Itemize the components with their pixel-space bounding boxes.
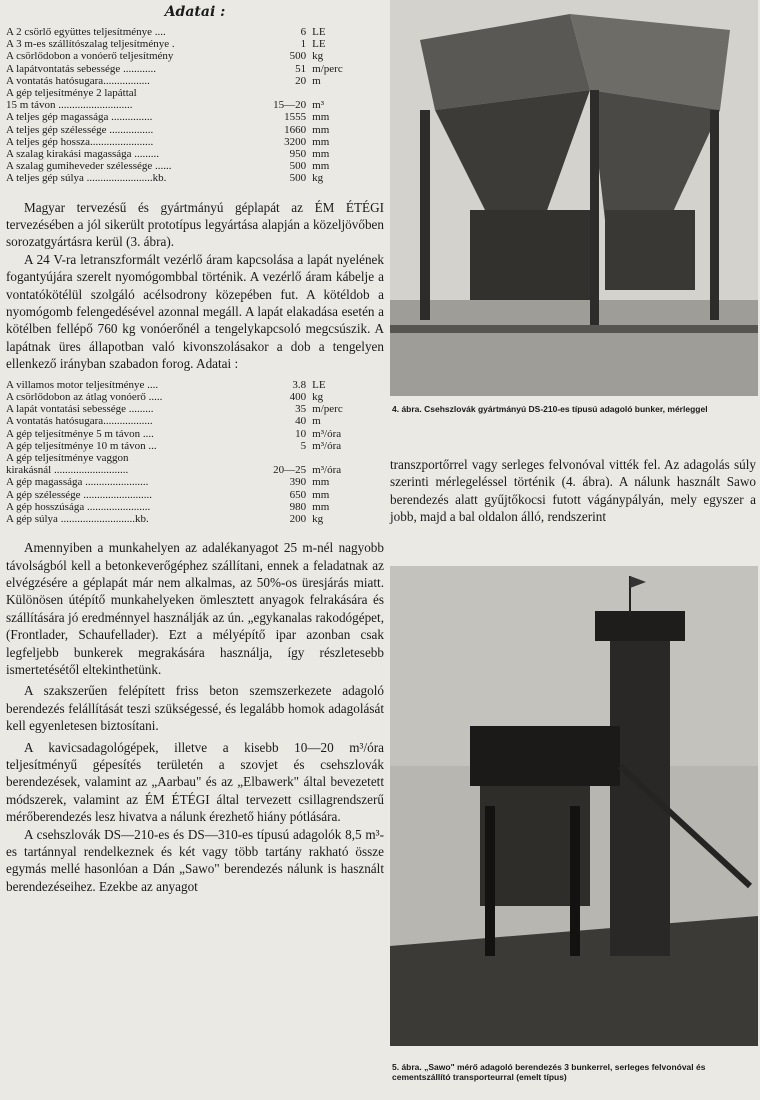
spec-table-1 — [6, 26, 384, 185]
spec2-label: kirakásnál ........................... — [6, 464, 129, 477]
spec1-unit: mm — [312, 123, 330, 136]
sawo-photo-graphic — [390, 566, 758, 1046]
spec1-unit: mm — [312, 135, 330, 148]
spec1-value — [248, 87, 312, 99]
spec2-label: A csörlődobon az átlag vonóerő ..... — [6, 390, 163, 403]
spec2-row — [6, 391, 384, 403]
spec2-unit: m/perc — [312, 403, 343, 416]
spec2-row — [6, 379, 384, 391]
paragraph-transport: transzportőrrel vagy serleges felvonóval vitték fel. Az adagolás súly szerinti mérlegeléssel történik (4. ábra). A nálunk használt Sawo berendezés alatt gyűjtőkocsi futott vágánypályán, mely egyszer a jobb, majd a bal oldalon álló, rendszerint — [390, 457, 756, 525]
spec2-row — [6, 464, 384, 476]
spec1-row — [6, 75, 384, 87]
spec1-label: A 3 m-es szállítószalag teljesítménye . — [6, 38, 175, 51]
spec1-unit: kg — [312, 50, 324, 63]
spec1-label: 15 m távon ........................... — [6, 99, 133, 112]
left-column — [6, 0, 384, 895]
spec2-unit: m³/óra — [312, 439, 342, 452]
spec1-value: 51 — [295, 62, 307, 75]
spec1-value: 1 — [300, 38, 307, 51]
spec2-unit — [312, 452, 384, 464]
spec1-unit: m/perc — [312, 62, 343, 75]
spec1-value: 6 — [300, 26, 307, 38]
spec1-unit: LE — [312, 26, 326, 38]
spec1-label: A teljes gép hossza....................... — [6, 135, 154, 148]
spec2-unit: kg — [312, 390, 324, 403]
spec2-unit: LE — [312, 378, 326, 391]
spec-heading: Adatai : — [164, 4, 226, 20]
spec2-row — [6, 501, 384, 513]
spec2-unit: kg — [312, 512, 324, 525]
spec2-row — [6, 489, 384, 501]
spec2-label: A gép magassága ....................... — [6, 476, 149, 489]
spec1-value: 500 — [289, 50, 307, 63]
spec1-row — [6, 172, 384, 184]
spec2-label: A gép súlya ...........................kb. — [6, 512, 149, 525]
spec2-value: 390 — [289, 476, 307, 489]
spec2-label: A lapát vontatási sebessége ......... — [6, 403, 154, 416]
spec2-label: A gép teljesítménye vaggon — [6, 451, 129, 464]
figure-5-caption: 5. ábra. „Sawo" mérő adagoló berendezés 3 bunkerrel, serleges felvonóval és cementszállító transporteurral (emelt típus) — [392, 1062, 706, 1082]
spec2-row — [6, 513, 384, 525]
paragraph-ds-types: A csehszlovák DS—210-es és DS—310-es típusú adagolók 8,5 m³-es tartánnyal rendelkeznek és két vagy több tartány rakható össze egymás mellé hasonlóan a Dán „Sawo" berendezés nálunk is használt berendezéseihez. Ezekbe az anyagot — [6, 826, 384, 894]
right-column-text — [390, 456, 756, 526]
spec2-value: 5 — [300, 439, 307, 452]
spec1-row — [6, 99, 384, 111]
spec1-value: 500 — [289, 160, 307, 173]
spec2-value: 20—25 — [273, 464, 307, 477]
spec1-unit: LE — [312, 38, 326, 51]
spec2-value: 10 — [295, 427, 307, 440]
spec1-unit: mm — [312, 111, 330, 124]
spec1-row — [6, 136, 384, 148]
spec1-label: A csörlődobon a vonóerő teljesítmény — [6, 50, 174, 63]
figure-4-bunker-photo — [390, 0, 758, 396]
spec1-label: A vontatás hatósugara................. — [6, 74, 150, 87]
spec2-unit: m³/óra — [312, 464, 342, 477]
spec1-value: 20 — [295, 74, 307, 87]
figure-5-sawo-photo — [390, 566, 758, 1046]
spec2-unit: m — [312, 415, 321, 428]
spec2-label: A gép teljesítménye 5 m távon .... — [6, 427, 154, 440]
spec2-value: 200 — [289, 512, 307, 525]
spec1-value: 1555 — [284, 111, 307, 124]
paragraph-gravel-dosers: A kavicsadagológépek, illetve a kisebb 10—20 m³/óra teljesítményű gépesítés területén a szovjet és csehszlovák berendezések, valamint az „Aarbau" és az „Elbawerk" által bevezetett módszerek, valamint az ÉM ÉTÉGI által tervezett csillagrendszerű mérőberendezés lesz hivatva a nálunk érezhető hiány pótlására. — [6, 739, 384, 825]
spec-table-2 — [6, 379, 384, 525]
spec1-row — [6, 26, 384, 38]
spec2-label: A gép hosszúsága ....................... — [6, 500, 151, 513]
spec2-row — [6, 440, 384, 452]
spec1-label: A szalag kirakási magassága ......... — [6, 148, 160, 161]
spec2-value: 40 — [295, 415, 307, 428]
spec2-unit: mm — [312, 488, 330, 501]
spec2-row — [6, 428, 384, 440]
spec2-row — [6, 452, 384, 464]
spec1-value: 950 — [289, 148, 307, 161]
spec1-row — [6, 38, 384, 50]
spec1-value: 15—20 — [273, 99, 307, 112]
spec1-unit: kg — [312, 172, 324, 185]
paragraph-dosing: A szakszerűen felépített friss beton szemszerkezete adagoló berendezés felállítását teszi szükségessé, és legalább homok adagolását kell egyenletesen biztosítani. — [6, 683, 384, 734]
spec1-unit: m — [312, 74, 321, 87]
spec1-label: A teljes gép szélessége ................ — [6, 123, 154, 136]
spec2-value: 400 — [289, 390, 307, 403]
spec2-row — [6, 415, 384, 427]
spec1-row — [6, 50, 384, 62]
spec1-label: A teljes gép magassága ............... — [6, 111, 153, 124]
spec2-label: A gép teljesítménye 10 m távon ... — [6, 439, 157, 452]
spec1-row — [6, 87, 384, 99]
spec1-row — [6, 124, 384, 136]
spec1-label: A teljes gép súlya ........................kb. — [6, 172, 167, 185]
spec1-label: A 2 csörlő együttes teljesítménye .... — [6, 26, 166, 38]
paragraph-control-current: A 24 V-ra letranszformált vezérlő áram kapcsolása a lapát nyelének fogantyújára szerelt nyomógombbal történik. A vezérlő áram kábelje a vontatókötélül szolgáló acélsodrony közepében fut. A kötéldob a nyomógomb felengedésével azonnal megáll. A lapát elakadása esetén a kötélben fellépő 760 kg vonóerőnél a tengelykapcsoló megcsúszik. A lapátnak üres állapotban való kivonszolásakor a dob a tengelyen ellenkező irányban szabadon forog. Adatai : — [6, 251, 384, 372]
figure-4-caption: 4. ábra. Csehszlovák gyártmányú DS-210-es típusú adagoló bunker, mérleggel — [392, 404, 708, 414]
spec1-row — [6, 63, 384, 75]
spec2-label: A gép szélessége ......................... — [6, 488, 153, 501]
spec2-unit: mm — [312, 476, 330, 489]
spec1-value: 3200 — [284, 135, 307, 148]
bunker-photo-graphic — [390, 0, 758, 396]
spec1-row — [6, 160, 384, 172]
spec1-label: A gép teljesítménye 2 lapáttal — [6, 87, 137, 100]
spec1-unit: mm — [312, 148, 330, 161]
paragraph-loader: Amennyiben a munkahelyen az adalékanyagot 25 m-nél nagyobb távolságból kell a betonkeverőgéphez szállítani, ennek a feladatnak az elvégzésére a géplapát már nem alkalmas, az 50%-os üresjárás miatt. Különösen útépítő munkahelyeken ömlesztett anyagok felrakására és szállítására jó eredménnyel használják az ún. „egykanalas rakodógépet, (Frontlader, Schaufellader). Ezt a mélyépítő ipar azonban csak legfeljebb bunkerek megrakására használja, így részletesebb ismertetésétől eltekinthetünk. — [6, 540, 384, 677]
spec2-row — [6, 476, 384, 488]
spec1-unit: mm — [312, 160, 330, 173]
spec2-row — [6, 403, 384, 415]
spec1-value: 500 — [289, 172, 307, 185]
spec2-label: A vontatás hatósugara.................. — [6, 415, 153, 428]
spec1-unit — [312, 87, 384, 99]
spec2-unit: m³/óra — [312, 427, 342, 440]
spec2-value: 3.8 — [292, 378, 307, 391]
spec2-value: 980 — [289, 500, 307, 513]
spec2-value: 650 — [289, 488, 307, 501]
spec2-unit: mm — [312, 500, 330, 513]
spec1-row — [6, 148, 384, 160]
spec2-label: A villamos motor teljesítménye .... — [6, 378, 159, 391]
spec1-unit: m³ — [312, 99, 325, 112]
spec2-value — [248, 452, 312, 464]
paragraph-prototype: Magyar tervezésű és gyártmányú géplapát az ÉM ÉTÉGI tervezésében a jól sikerült prototípus legyártása alapján a közeljövőben sorozatgyártásra kerül (3. ábra). — [6, 199, 384, 250]
spec1-value: 1660 — [284, 123, 307, 136]
spec1-label: A szalag gumiheveder szélessége ...... — [6, 160, 172, 173]
spec1-row — [6, 111, 384, 123]
spec2-value: 35 — [295, 403, 307, 416]
spec1-label: A lapátvontatás sebessége ............ — [6, 62, 156, 75]
